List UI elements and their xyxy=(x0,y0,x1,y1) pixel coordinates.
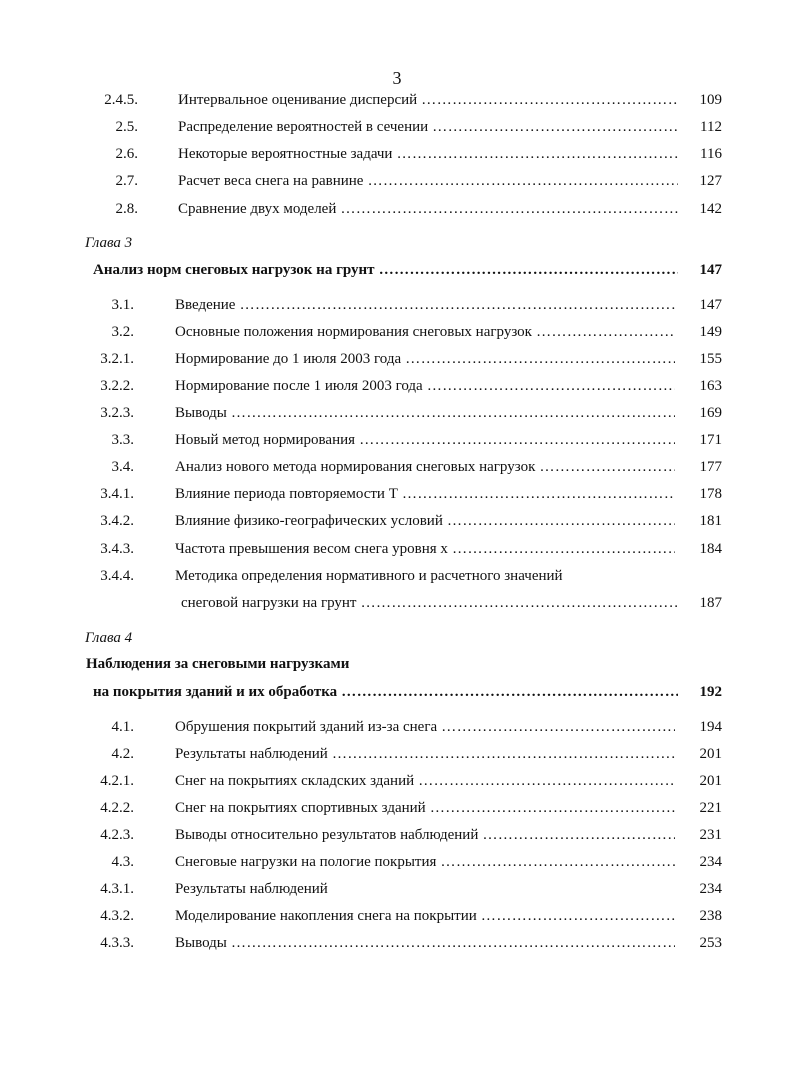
toc-entry-page: 155 xyxy=(699,351,722,367)
toc-entry-page: 147 xyxy=(699,297,722,313)
toc-entry-number: 3.1. xyxy=(111,297,134,313)
toc-entry[interactable] xyxy=(0,823,794,847)
toc-entry-page: 201 xyxy=(699,773,722,789)
toc-entry-page: 127 xyxy=(699,173,722,189)
toc-entry-number: 2.5. xyxy=(115,119,138,135)
toc-entry[interactable] xyxy=(0,347,794,371)
toc-entry-title: Выводы относительно результатов наблюдений …………………………………………………………………………………………………………………………………………………………………………… xyxy=(175,823,675,847)
toc-entry-number: 4.2.1. xyxy=(100,773,134,789)
toc-entry-title: Моделирование накопления снега на покрытии …………………………………………………………………………………………………………………………………………………………………………… xyxy=(175,904,675,928)
chapter-heading-line1[interactable] xyxy=(0,652,794,676)
toc-entry[interactable] xyxy=(0,115,794,139)
toc-entry-number: 4.2.3. xyxy=(100,827,134,843)
chapter-page: 147 xyxy=(699,262,722,278)
toc-entry-title: Частота превышения весом снега уровня x …………………………………………………………………………………………………………………………………………………………………………… xyxy=(175,537,675,561)
chapter-heading[interactable] xyxy=(0,258,794,282)
toc-entry-number: 3.4.3. xyxy=(100,541,134,557)
toc-entry[interactable] xyxy=(0,742,794,766)
toc-entry-page: 194 xyxy=(699,719,722,735)
toc-entry[interactable] xyxy=(0,850,794,874)
toc-entry-page: 171 xyxy=(699,432,722,448)
toc-entry[interactable] xyxy=(0,401,794,425)
toc-entry-title: Анализ нового метода нормирования снеговых нагрузок …………………………………………………………………………………………………………………………………………………………………………… xyxy=(175,455,675,479)
toc-entry[interactable] xyxy=(0,320,794,344)
toc-entry-title: Нормирование после 1 июля 2003 года …………………………………………………………………………………………………………………………………………………………………………… xyxy=(175,374,675,398)
toc-entry-page: 221 xyxy=(699,800,722,816)
toc-entry-page: 177 xyxy=(699,459,722,475)
toc-entry[interactable] xyxy=(0,537,794,561)
toc-entry-number: 2.6. xyxy=(115,146,138,162)
toc-entry-title: Основные положения нормирования снеговых нагрузок …………………………………………………………………………………………………………………………………………………………………………… xyxy=(175,320,675,344)
toc-entry-title: Влияние физико-географических условий …………………………………………………………………………………………………………………………………………………………………………… xyxy=(175,509,675,533)
page-number: 3 xyxy=(392,68,402,88)
toc-entry-page: 234 xyxy=(699,854,722,870)
toc-entry-continuation[interactable] xyxy=(0,591,794,615)
toc-entry-title: Результаты наблюдений …………………………………………………………………………………………………………………………………………………………………………… xyxy=(175,742,675,766)
toc-entry-number: 4.2.2. xyxy=(100,800,134,816)
toc-entry-title: Некоторые вероятностные задачи …………………………………………………………………………………………………………………………………………………………………………… xyxy=(178,142,678,166)
toc-entry[interactable] xyxy=(0,715,794,739)
toc-entry-number: 4.2. xyxy=(111,746,134,762)
toc-entry-page: 178 xyxy=(699,486,722,502)
toc-entry-number: 4.3.2. xyxy=(100,908,134,924)
toc-entry[interactable] xyxy=(0,142,794,166)
toc-entry-title: Новый метод нормирования …………………………………………………………………………………………………………………………………………………………………………… xyxy=(175,428,675,452)
toc-entry[interactable] xyxy=(0,482,794,506)
toc-entry-title: Влияние периода повторяемости T …………………………………………………………………………………………………………………………………………………………………………… xyxy=(175,482,675,506)
toc-entry-page: 201 xyxy=(699,746,722,762)
toc-entry-number: 2.8. xyxy=(115,201,138,217)
toc-entry-number: 3.2. xyxy=(111,324,134,340)
toc-entry-number: 3.2.1. xyxy=(100,351,134,367)
toc-entry-number: 3.2.3. xyxy=(100,405,134,421)
toc-entry[interactable] xyxy=(0,904,794,928)
toc-entry-page: 112 xyxy=(700,119,722,135)
toc-entry-number: 4.3.3. xyxy=(100,935,134,951)
toc-entry-page: 109 xyxy=(699,92,722,108)
chapter-label: Глава 3 xyxy=(85,235,133,251)
toc-entry-number: 3.2.2. xyxy=(100,378,134,394)
toc-entry-page: 253 xyxy=(699,935,722,951)
toc-entry[interactable] xyxy=(0,769,794,793)
toc-entry-page: 238 xyxy=(699,908,722,924)
toc-entry-page: 181 xyxy=(699,513,722,529)
toc-entry-title: Введение …………………………………………………………………………………………………………………………………………………………………………… xyxy=(175,293,675,317)
toc-entry-title: Снег на покрытиях складских зданий …………………………………………………………………………………………………………………………………………………………………………… xyxy=(175,769,675,793)
toc-entry-number: 2.4.5. xyxy=(104,92,138,108)
toc-entry-number: 4.3. xyxy=(111,854,134,870)
toc-entry-page: 149 xyxy=(699,324,722,340)
toc-entry[interactable] xyxy=(0,293,794,317)
toc-entry-number: 3.4.1. xyxy=(100,486,134,502)
toc-entry-page: 234 xyxy=(699,881,722,897)
toc-entry-page: 231 xyxy=(699,827,722,843)
chapter-title-line1: Наблюдения за снеговыми нагрузками xyxy=(86,656,350,672)
chapter-title: Анализ норм снеговых нагрузок на грунт …………………………………………………………………………………………………………………………………………………………………………… xyxy=(93,258,678,282)
toc-entry[interactable] xyxy=(0,796,794,820)
toc-entry-page: 184 xyxy=(699,541,722,557)
toc-entry-title: Снеговые нагрузки на пологие покрытия …………………………………………………………………………………………………………………………………………………………………………… xyxy=(175,850,675,874)
toc-entry-title-line2: снеговой нагрузки на грунт …………………………………………………………………………………………………………………………………………………………………………… xyxy=(181,591,678,615)
toc-entry-title: Нормирование до 1 июля 2003 года …………………………………………………………………………………………………………………………………………………………………………… xyxy=(175,347,675,371)
toc-entry-title: Обрушения покрытий зданий из-за снега …………………………………………………………………………………………………………………………………………………………………………… xyxy=(175,715,675,739)
toc-entry-number: 4.1. xyxy=(111,719,134,735)
toc-entry[interactable] xyxy=(0,877,794,901)
toc-entry-number: 3.4. xyxy=(111,459,134,475)
chapter-page: 192 xyxy=(699,684,722,700)
toc-entry-title: Сравнение двух моделей …………………………………………………………………………………………………………………………………………………………………………… xyxy=(178,197,678,221)
toc-entry[interactable] xyxy=(0,197,794,221)
toc-entry-page: 142 xyxy=(699,201,722,217)
chapter-label: Глава 4 xyxy=(85,630,133,646)
toc-entry-title: Интервальное оценивание дисперсий …………………………………………………………………………………………………………………………………………………………………………… xyxy=(178,88,678,112)
toc-entry[interactable] xyxy=(0,509,794,533)
toc-entry[interactable] xyxy=(0,374,794,398)
toc-entry-title: Выводы …………………………………………………………………………………………………………………………………………………………………………… xyxy=(175,401,675,425)
toc-entry-title-line1: Методика определения нормативного и расчетного значений xyxy=(175,568,563,584)
toc-entry-number: 2.7. xyxy=(115,173,138,189)
chapter-heading-line2[interactable] xyxy=(0,680,794,704)
toc-entry[interactable] xyxy=(0,428,794,452)
toc-entry-number: 3.3. xyxy=(111,432,134,448)
toc-entry[interactable] xyxy=(0,169,794,193)
toc-entry[interactable] xyxy=(0,455,794,479)
toc-entry-page: 169 xyxy=(699,405,722,421)
toc-entry-number: 4.3.1. xyxy=(100,881,134,897)
toc-entry-title: Результаты наблюдений xyxy=(175,881,328,897)
toc-entry[interactable] xyxy=(0,931,794,955)
toc-entry-multiline[interactable] xyxy=(0,564,794,588)
toc-entry-number: 3.4.2. xyxy=(100,513,134,529)
toc-entry-title: Расчет веса снега на равнине …………………………………………………………………………………………………………………………………………………………………………… xyxy=(178,169,678,193)
toc-entry[interactable] xyxy=(0,88,794,112)
toc-entry-page: 163 xyxy=(699,378,722,394)
toc-entry-title: Выводы …………………………………………………………………………………………………………………………………………………………………………… xyxy=(175,931,675,955)
toc-entry-number: 3.4.4. xyxy=(100,568,134,584)
toc-entry-title: Снег на покрытиях спортивных зданий …………………………………………………………………………………………………………………………………………………………………………… xyxy=(175,796,675,820)
toc-entry-page: 187 xyxy=(699,595,722,611)
toc-entry-page: 116 xyxy=(700,146,722,162)
chapter-title-line2: на покрытия зданий и их обработка …………………………………………………………………………………………………………………………………………………………………………… xyxy=(93,680,678,704)
toc-entry-title: Распределение вероятностей в сечении …………………………………………………………………………………………………………………………………………………………………………… xyxy=(178,115,678,139)
